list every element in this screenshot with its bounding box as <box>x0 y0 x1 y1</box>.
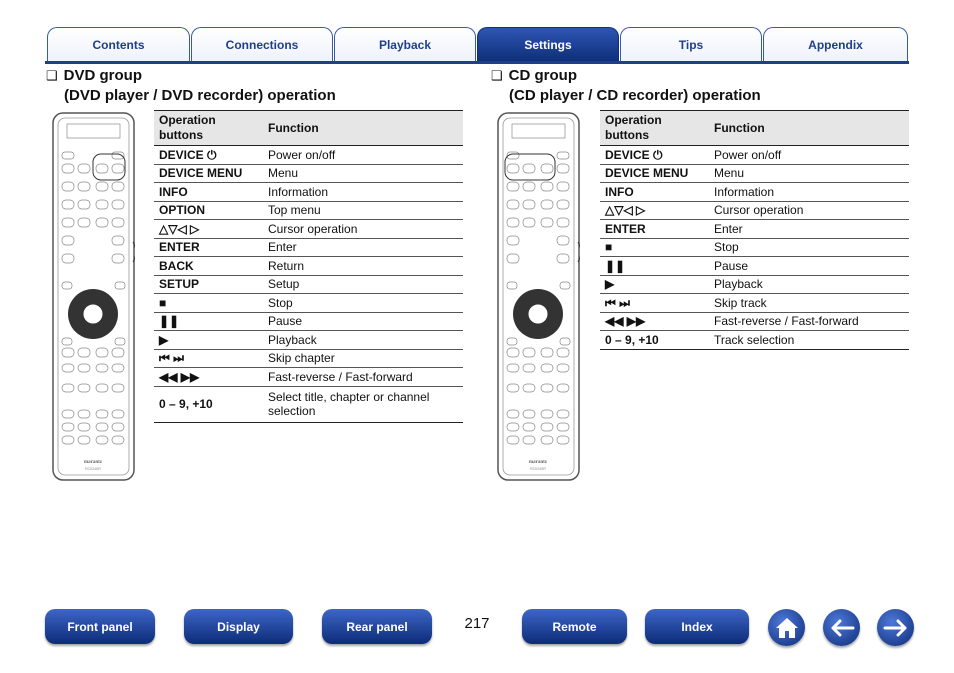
table-row <box>600 146 909 165</box>
operation-button-cell: 0 – 9, +10 <box>154 386 263 422</box>
tab-contents[interactable]: Contents <box>47 27 190 61</box>
operation-button-cell: ■ <box>600 238 709 257</box>
function-cell: Information <box>709 183 909 202</box>
column-header-function: Function <box>709 111 909 146</box>
operation-button-cell: SETUP <box>154 275 263 294</box>
function-cell: Select title, chapter or channel selection <box>263 386 463 422</box>
table-row <box>154 164 463 183</box>
function-cell: Playback <box>709 275 909 294</box>
function-cell: Track selection <box>709 331 909 350</box>
operation-button-cell: OPTION <box>154 201 263 220</box>
remote-button[interactable]: Remote <box>522 609 627 644</box>
cd-group-title: CD group <box>508 67 577 84</box>
table-row <box>154 183 463 202</box>
function-cell: Top menu <box>263 201 463 220</box>
back-button[interactable] <box>823 609 860 646</box>
table-row <box>154 146 463 165</box>
table-header-row <box>154 111 463 146</box>
table-row <box>154 368 463 387</box>
remote-control-image <box>497 112 580 481</box>
function-cell: Power on/off <box>709 146 909 165</box>
operation-button-cell: DEVICE MENU <box>600 164 709 183</box>
function-cell: Power on/off <box>263 146 463 165</box>
operation-button-cell: 0 – 9, +10 <box>600 331 709 350</box>
tab-bar <box>0 0 954 64</box>
remote-model: RC024SR <box>530 467 546 471</box>
display-button[interactable]: Display <box>184 609 293 644</box>
operation-button-cell: DEVICE ⏻ <box>600 146 709 165</box>
table-row <box>600 275 909 294</box>
table-row <box>154 386 463 422</box>
function-cell: Menu <box>709 164 909 183</box>
table-row <box>154 312 463 331</box>
table-row <box>600 257 909 276</box>
function-cell: Information <box>263 183 463 202</box>
checkbox-icon: ❑ <box>491 68 503 83</box>
function-cell: Pause <box>263 312 463 331</box>
rear-panel-button[interactable]: Rear panel <box>322 609 432 644</box>
operation-button-cell: ❚❚ <box>600 257 709 276</box>
tab-tips[interactable]: Tips <box>620 27 762 61</box>
column-header-operation-buttons: Operation buttons <box>600 111 709 146</box>
table-row <box>154 201 463 220</box>
page-number: 217 <box>464 615 490 632</box>
remote-model: RC024SR <box>85 467 101 471</box>
operation-button-cell: ENTER <box>154 238 263 257</box>
function-cell: Stop <box>263 294 463 313</box>
dvd-operation-table <box>154 110 463 423</box>
operation-button-cell: ENTER <box>600 220 709 239</box>
table-row <box>600 201 909 220</box>
table-row <box>600 183 909 202</box>
table-row <box>600 312 909 331</box>
function-cell: Fast-reverse / Fast-forward <box>709 312 909 331</box>
operation-button-cell: ▶ <box>600 275 709 294</box>
table-row <box>154 220 463 239</box>
function-cell: Skip chapter <box>263 349 463 368</box>
cd-operation-table <box>600 110 909 350</box>
operation-button-cell: ⏮ ⏭ <box>600 294 709 313</box>
operation-button-cell: DEVICE ⏻ <box>154 146 263 165</box>
table-row <box>154 294 463 313</box>
function-cell: Enter <box>263 238 463 257</box>
forward-button[interactable] <box>877 609 914 646</box>
dvd-group-subtitle: (DVD player / DVD recorder) operation <box>64 87 336 104</box>
function-cell: Cursor operation <box>709 201 909 220</box>
tab-settings[interactable]: Settings <box>477 27 619 61</box>
operation-button-cell: ▶ <box>154 331 263 350</box>
table-row <box>600 331 909 350</box>
arrow-left-icon <box>829 618 855 638</box>
cd-group-heading <box>491 66 761 106</box>
function-cell: Playback <box>263 331 463 350</box>
remote-brand: marantz <box>83 460 103 465</box>
table-row <box>600 294 909 313</box>
table-row <box>154 275 463 294</box>
front-panel-button[interactable]: Front panel <box>45 609 155 644</box>
tab-appendix[interactable]: Appendix <box>763 27 908 61</box>
remote-brand: marantz <box>528 460 548 465</box>
function-cell: Fast-reverse / Fast-forward <box>263 368 463 387</box>
table-row <box>600 164 909 183</box>
operation-button-cell: INFO <box>600 183 709 202</box>
operation-button-cell: △▽◁ ▷ <box>154 220 263 239</box>
operation-button-cell: BACK <box>154 257 263 276</box>
operation-button-cell: ❚❚ <box>154 312 263 331</box>
function-cell: Cursor operation <box>263 220 463 239</box>
operation-button-cell: ⏮ ⏭ <box>154 349 263 368</box>
function-cell: Setup <box>263 275 463 294</box>
function-cell: Pause <box>709 257 909 276</box>
function-cell: Stop <box>709 238 909 257</box>
column-header-function: Function <box>263 111 463 146</box>
index-button[interactable]: Index <box>645 609 749 644</box>
remote-control-image <box>52 112 135 481</box>
table-row <box>154 238 463 257</box>
table-row <box>600 238 909 257</box>
table-row <box>600 220 909 239</box>
arrow-right-icon <box>883 618 909 638</box>
table-row <box>154 257 463 276</box>
column-header-operation-buttons: Operation buttons <box>154 111 263 146</box>
operation-button-cell: ◀◀ ▶▶ <box>154 368 263 387</box>
function-cell: Return <box>263 257 463 276</box>
function-cell: Enter <box>709 220 909 239</box>
cd-group-subtitle: (CD player / CD recorder) operation <box>509 87 761 104</box>
operation-button-cell: △▽◁ ▷ <box>600 201 709 220</box>
dvd-group-heading <box>46 66 336 106</box>
home-button[interactable] <box>768 609 805 646</box>
tab-playback[interactable]: Playback <box>334 27 476 61</box>
tab-connections[interactable]: Connections <box>191 27 333 61</box>
function-cell: Menu <box>263 164 463 183</box>
tab-underline <box>45 61 909 64</box>
checkbox-icon: ❑ <box>46 68 58 83</box>
function-cell: Skip track <box>709 294 909 313</box>
operation-button-cell: DEVICE MENU <box>154 164 263 183</box>
dvd-group-title: DVD group <box>63 67 142 84</box>
operation-button-cell: INFO <box>154 183 263 202</box>
operation-button-cell: ■ <box>154 294 263 313</box>
table-row <box>154 349 463 368</box>
operation-button-cell: ◀◀ ▶▶ <box>600 312 709 331</box>
home-icon <box>774 616 800 640</box>
table-row <box>154 331 463 350</box>
table-header-row <box>600 111 909 146</box>
